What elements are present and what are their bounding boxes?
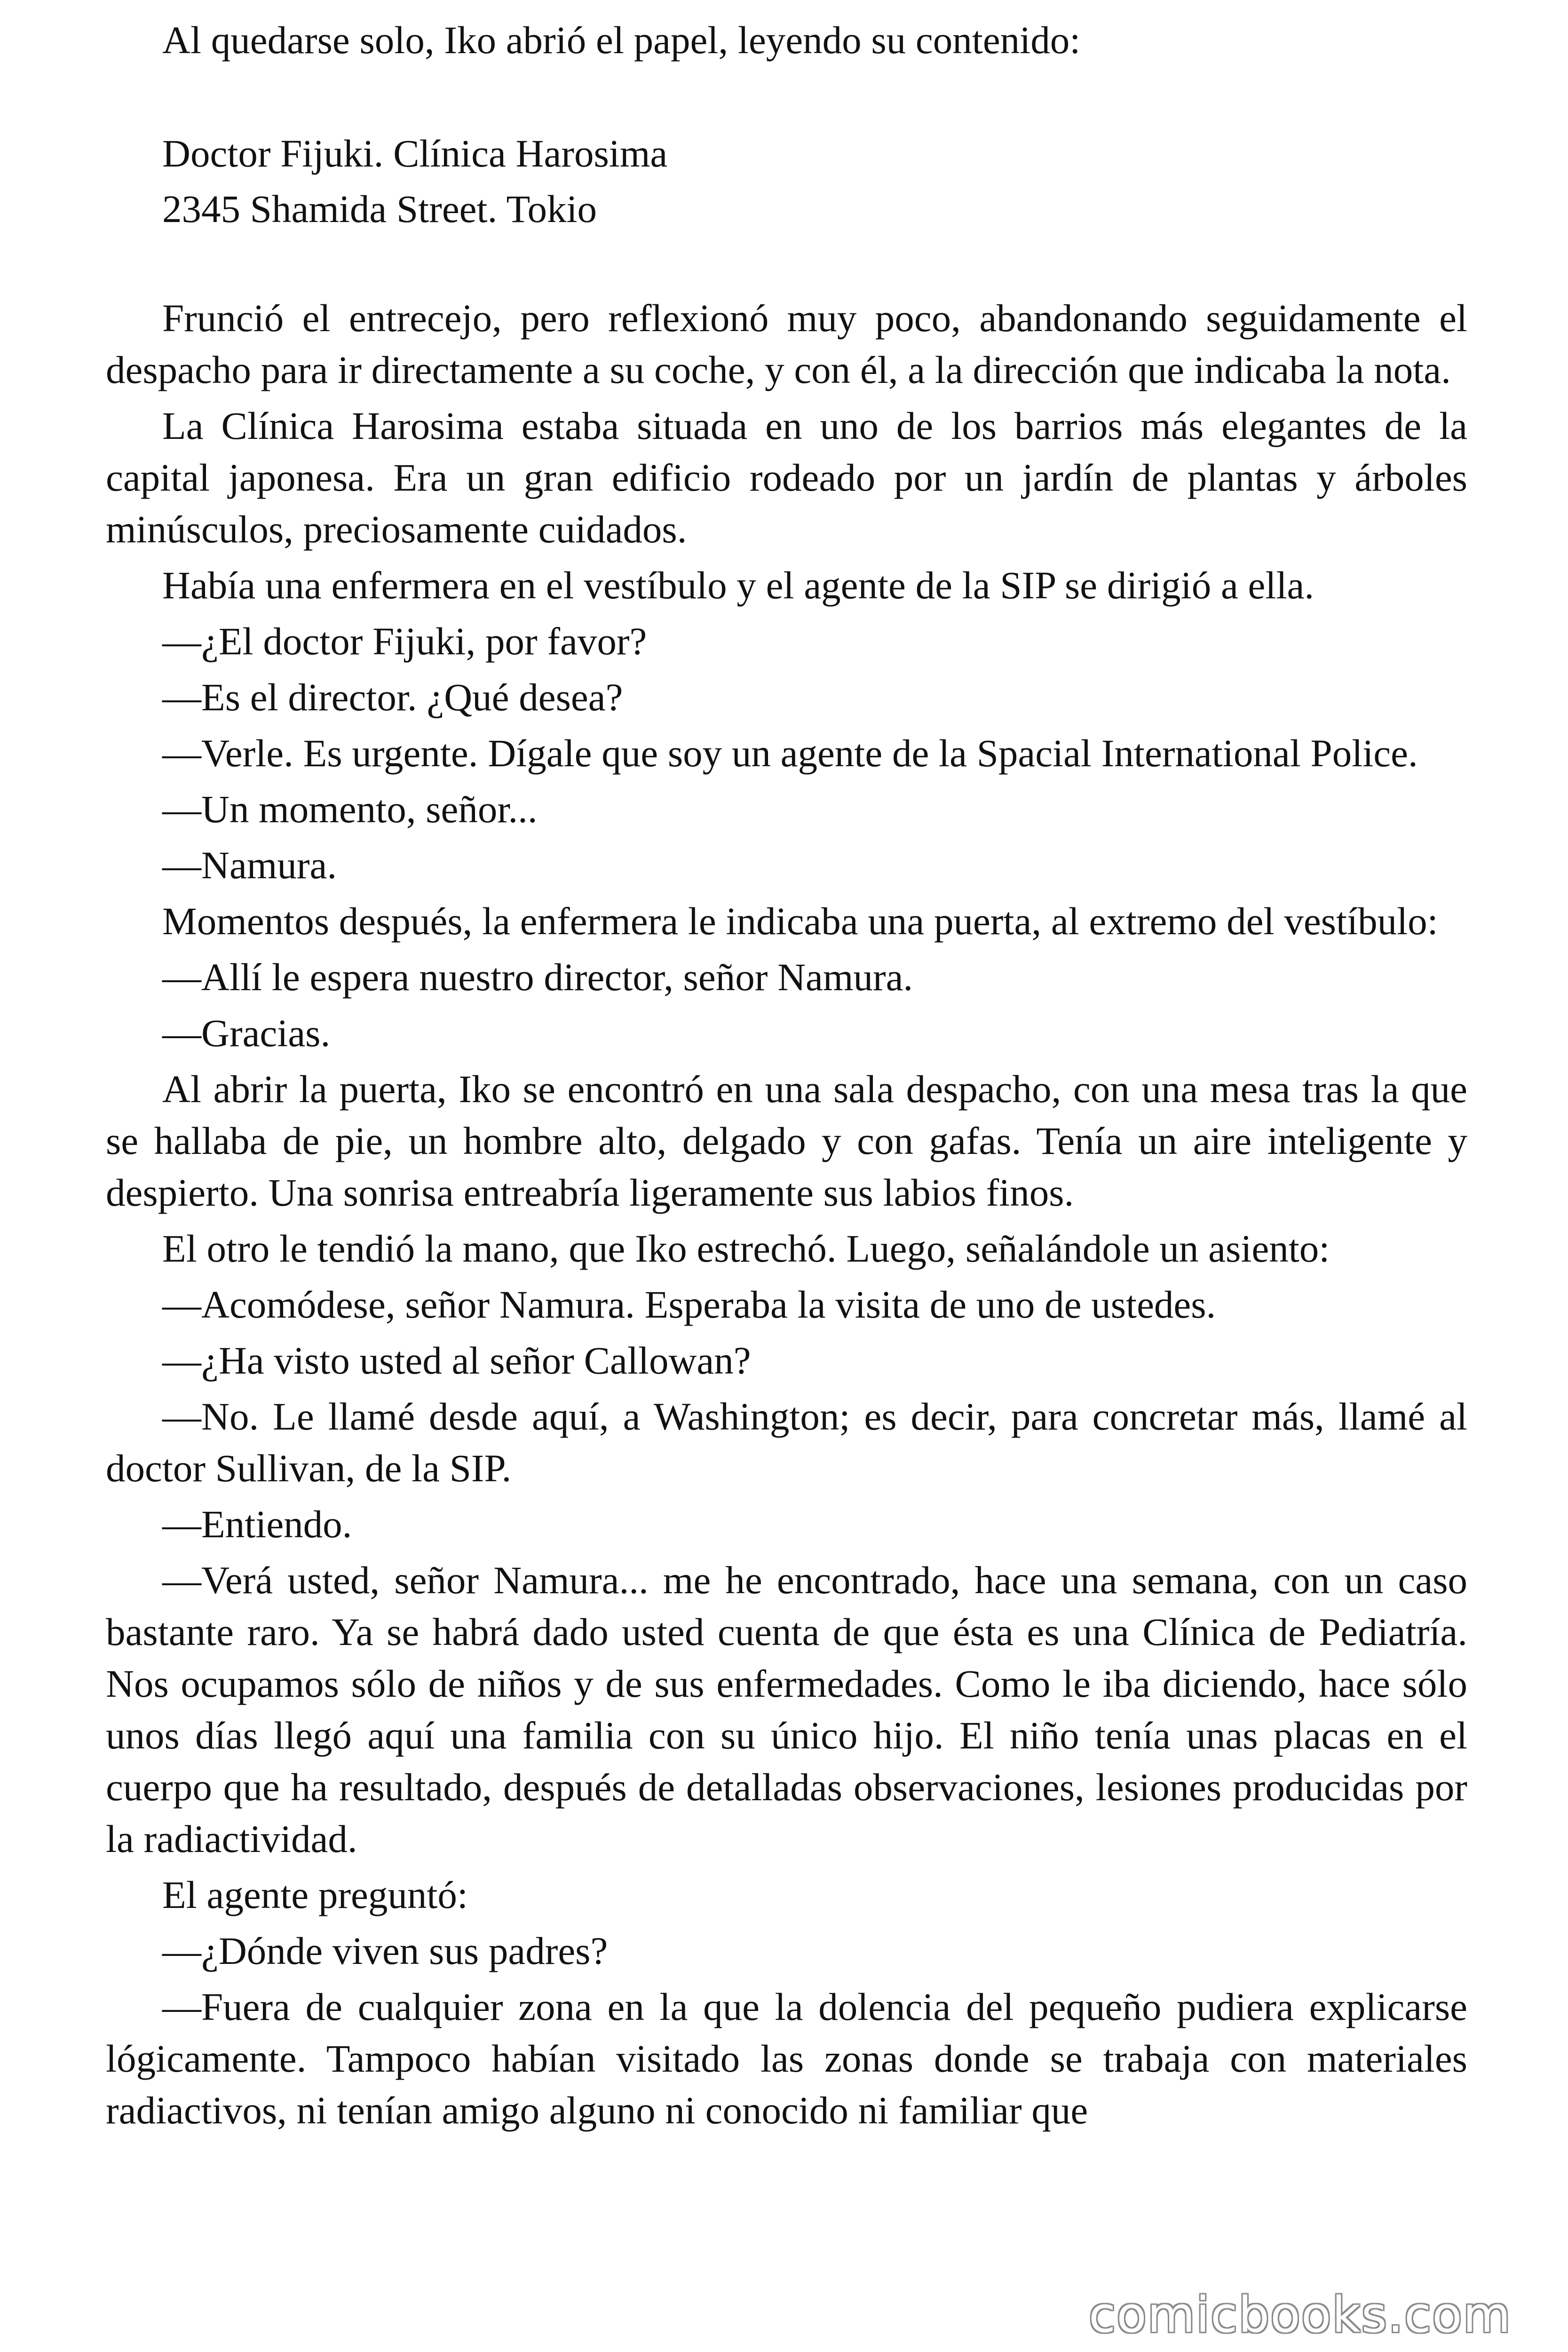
dialogue-line: —Verá usted, señor Namura... me he encontrado, hace una semana, con un caso bastante raro. Ya se habrá dado usted cuenta de que ésta es una Clínica de Pediatría. Nos ocupamos sólo de niños y de sus enfermedades. Como le iba diciendo, hace sólo unos días llegó aquí una familia con su único hijo. El niño tenía unas placas en el cuerpo que ha resultado, después de detalladas observaciones, lesiones producidas por la radiactividad. [106,1558,1467,1860]
book-page [106,14,1467,2140]
watermark-logo: comicbooks.com [1088,2286,1512,2344]
dialogue-line: —Entiendo. [162,1502,352,1546]
dialogue-line: —Namura. [162,843,337,887]
paragraph: El agente preguntó: [162,1873,468,1916]
paragraph: Había una enfermera en el vestíbulo y el agente de la SIP se dirigió a ella. [162,564,1315,607]
paragraph: Al abrir la puerta, Iko se encontró en una sala despacho, con una mesa tras la que se hallaba de pie, un hombre alto, delgado y con gafas. Tenía un aire inteligente y despierto. Una sonrisa entreabría ligeramente sus labios finos. [106,1067,1467,1214]
dialogue-line: —Un momento, señor... [162,787,538,831]
paragraph: La Clínica Harosima estaba situada en uno de los barrios más elegantes de la capital japonesa. Era un gran edificio rodeado por un jardín de plantas y árboles minúsculos, preciosamente cuidados. [106,404,1467,551]
paragraph: Frunció el entrecejo, pero reflexionó muy poco, abandonando seguidamente el despacho para ir directamente a su coche, y con él, a la dirección que indicaba la nota. [106,296,1467,391]
dialogue-line: —Es el director. ¿Qué desea? [162,675,623,719]
dialogue-line: —¿Dónde viven sus padres? [162,1929,608,1972]
spacer [106,70,1467,126]
intro-paragraph: Al quedarse solo, Iko abrió el papel, leyendo su contenido: [162,18,1081,62]
paragraph: Momentos después, la enfermera le indicaba una puerta, al extremo del vestíbulo: [162,899,1438,943]
note-line: 2345 Shamida Street. Tokio [162,187,597,230]
note-block [106,126,1467,237]
paragraph: El otro le tendió la mano, que Iko estrechó. Luego, señalándole un asiento: [162,1227,1330,1270]
dialogue-line: —¿El doctor Fijuki, por favor? [162,620,647,663]
dialogue-line: —Fuera de cualquier zona en la que la dolencia del pequeño pudiera explicarse lógicamente. Tampoco habían visitado las zonas donde se trabaja con materiales radiactivos, ni tenían amigo alguno ni conocido ni familiar que [106,1985,1467,2132]
dialogue-line: —Acomódese, señor Namura. Esperaba la visita de uno de ustedes. [162,1283,1216,1326]
dialogue-line: —No. Le llamé desde aquí, a Washington; es decir, para concretar más, llamé al doctor Sullivan, de la SIP. [106,1395,1467,1490]
dialogue-line: —Gracias. [162,1011,331,1055]
spacer [106,237,1467,292]
note-line: Doctor Fijuki. Clínica Harosima [162,132,668,175]
body-text [106,292,1467,2136]
dialogue-line: —Verle. Es urgente. Dígale que soy un agente de la Spacial International Police. [162,731,1418,775]
dialogue-line: —¿Ha visto usted al señor Callowan? [162,1339,751,1382]
dialogue-line: —Allí le espera nuestro director, señor Namura. [162,955,913,999]
